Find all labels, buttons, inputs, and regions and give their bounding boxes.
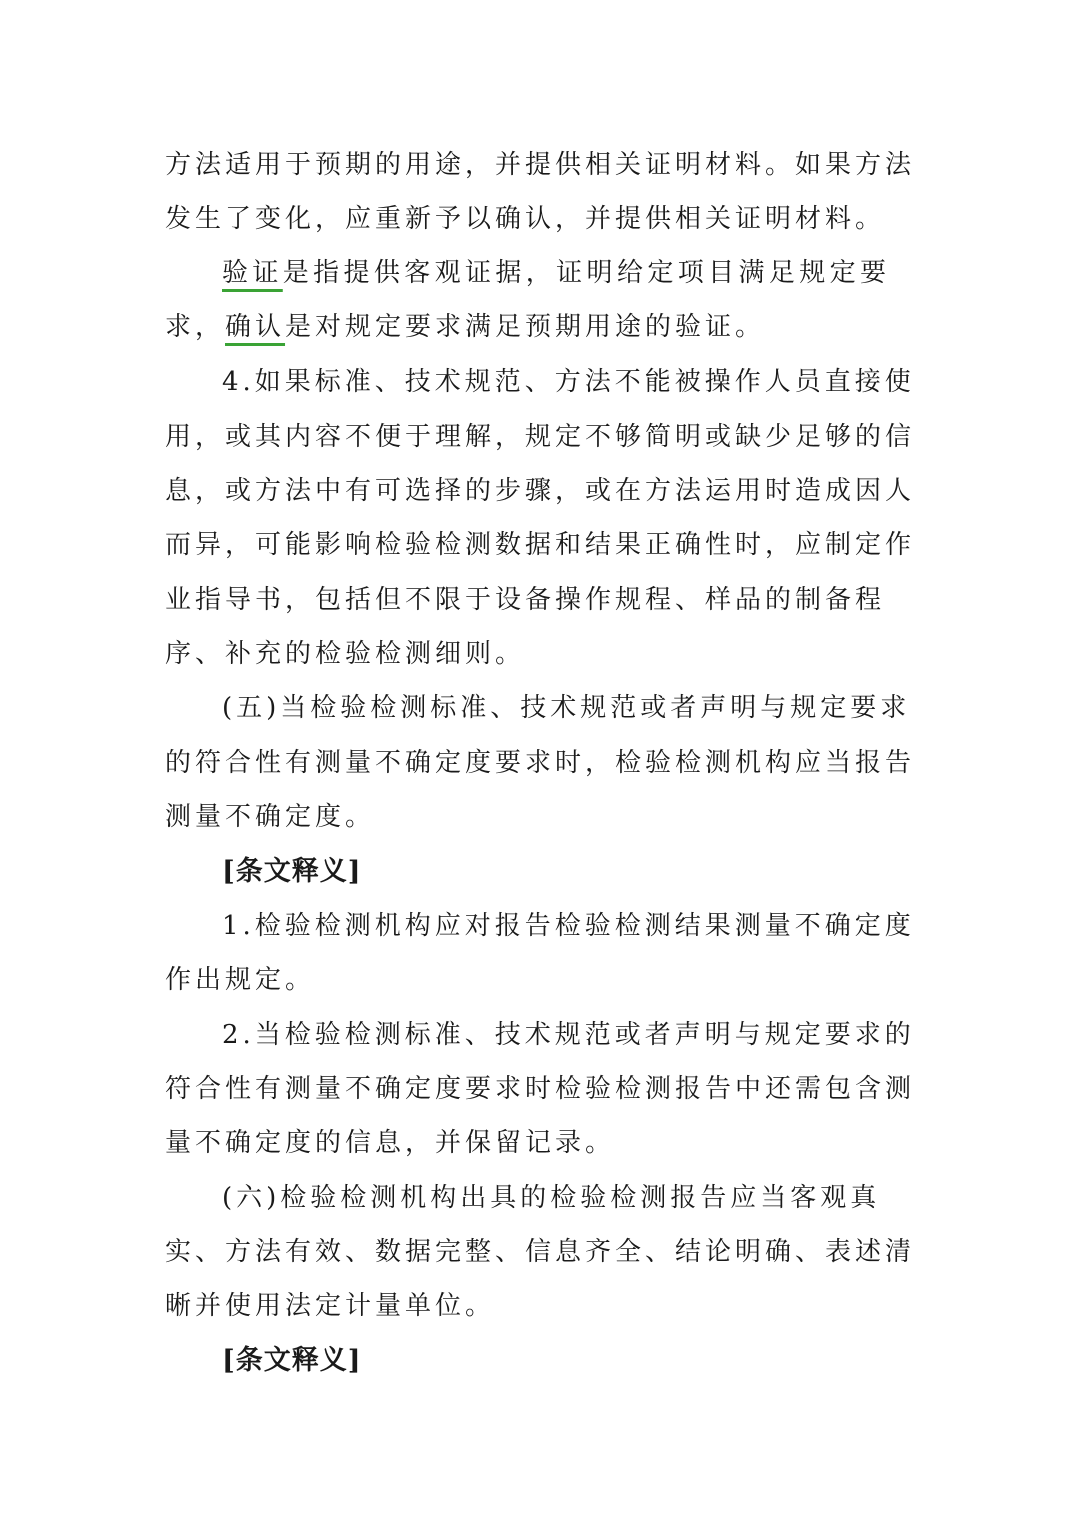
text-line: 息，或方法中有可选择的步骤，或在方法运用时造成因人 [165, 476, 916, 506]
text-line: 发生了变化，应重新予以确认，并提供相关证明材料。 [165, 204, 886, 234]
text-fragment: 是指提供客观证据，证明给定项目满足规定要 [282, 258, 890, 288]
text-line-definition-verification [222, 251, 890, 295]
section-heading: [条文释义] [222, 1345, 362, 1376]
text-line: 4.如果标准、技术规范、方法不能被操作人员直接使 [222, 367, 915, 397]
text-line: 的符合性有测量不确定度要求时，检验检测机构应当报告 [165, 748, 916, 778]
text-line: 量不确定度的信息，并保留记录。 [165, 1128, 616, 1158]
text-line: 1.检验检测机构应对报告检验检测结果测量不确定度 [222, 911, 915, 941]
text-line: 测量不确定度。 [165, 802, 376, 832]
text-line: 用，或其内容不便于理解，规定不够简明或缺少足够的信 [165, 422, 916, 452]
text-line: 业指导书，包括但不限于设备操作规程、样品的制备程 [165, 585, 886, 615]
text-line: 序、补充的检验检测细则。 [165, 639, 526, 669]
term-verification: 验证 [222, 258, 283, 288]
text-line: 实、方法有效、数据完整、信息齐全、结论明确、表述清 [165, 1237, 916, 1267]
text-line: (五)当检验检测标准、技术规范或者声明与规定要求 [222, 693, 911, 723]
text-line: (六)检验检测机构出具的检验检测报告应当客观真 [222, 1183, 881, 1213]
text-line: 2.当检验检测标准、技术规范或者声明与规定要求的 [222, 1020, 915, 1050]
text-line: 方法适用于预期的用途，并提供相关证明材料。如果方法 [165, 150, 916, 180]
text-line: 晰并使用法定计量单位。 [165, 1291, 496, 1321]
section-heading: [条文释义] [222, 856, 362, 887]
text-line: 符合性有测量不确定度要求时检验检测报告中还需包含测 [165, 1074, 916, 1104]
text-line: 作出规定。 [165, 965, 316, 995]
text-line-definition-validation [165, 305, 890, 349]
text-fragment: 是对规定要求满足预期用途的验证。 [285, 312, 766, 342]
text-line: 而异，可能影响检验检测数据和结果正确性时，应制定作 [165, 530, 916, 560]
text-fragment: 求， [165, 312, 226, 342]
term-validation: 确认 [225, 312, 286, 342]
